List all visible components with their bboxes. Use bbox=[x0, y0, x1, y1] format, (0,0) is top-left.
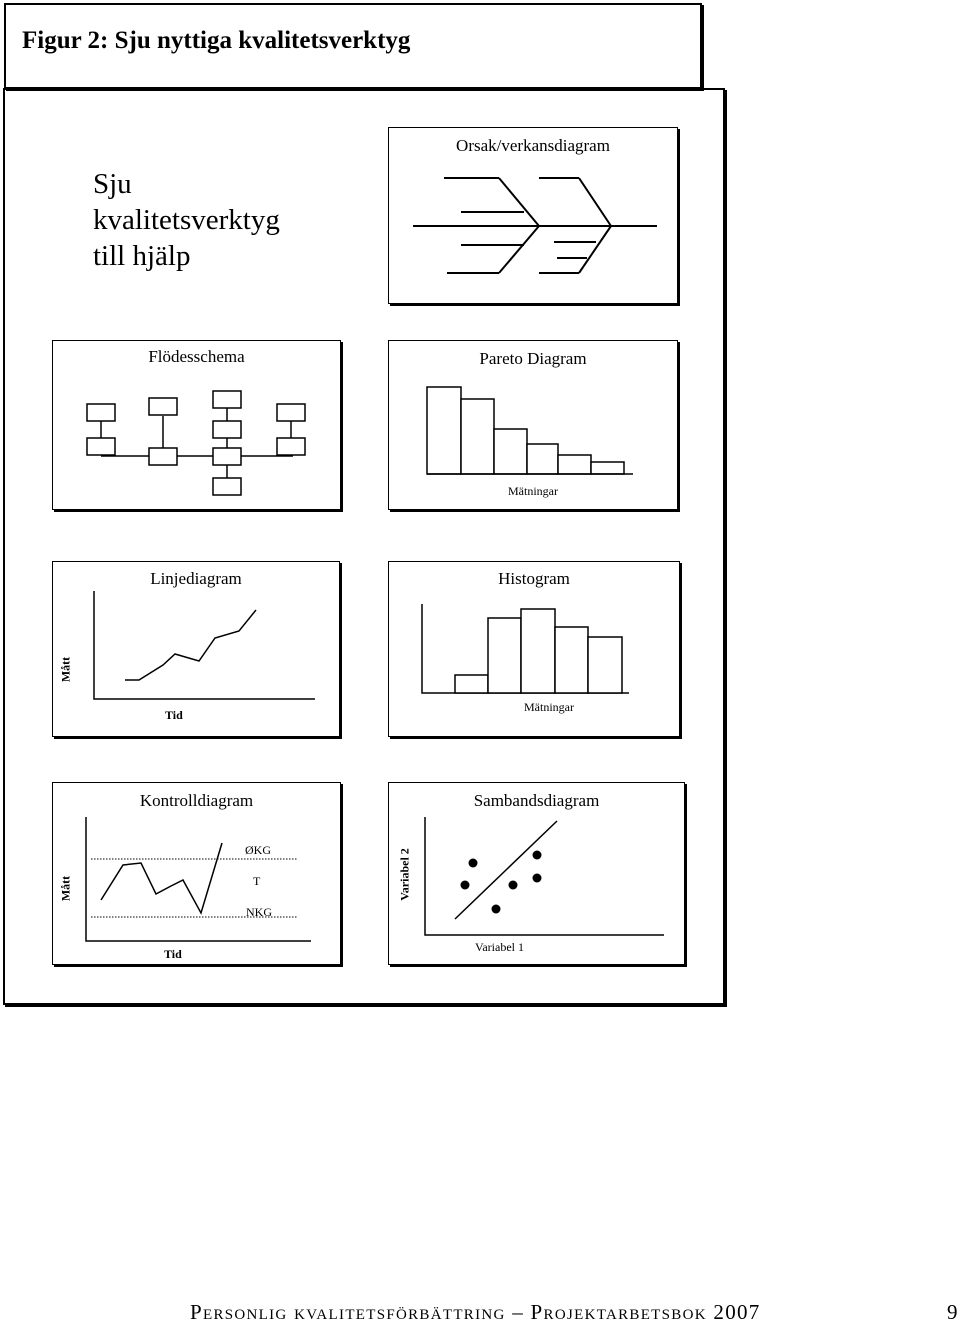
scatter-point bbox=[469, 859, 478, 868]
control-chart-xlabel: Tid bbox=[164, 947, 182, 961]
histogram-bar bbox=[488, 618, 521, 693]
scatter-chart bbox=[389, 783, 684, 964]
scatter-point bbox=[492, 905, 501, 914]
pareto-bar bbox=[527, 444, 558, 474]
intro-line-1: Sju bbox=[93, 168, 132, 200]
line-chart-title: Linjediagram bbox=[150, 569, 242, 588]
scatter-panel bbox=[388, 782, 685, 965]
scatter-title: Sambandsdiagram bbox=[473, 791, 600, 810]
scatter-trend-line bbox=[455, 821, 557, 919]
control-chart-panel bbox=[52, 782, 341, 965]
intro-text bbox=[93, 166, 280, 274]
intro-line-3: till hjälp bbox=[93, 240, 191, 272]
control-chart-axes bbox=[86, 817, 311, 941]
scatter-ylabel: Variabel 2 bbox=[397, 848, 412, 901]
scatter-point bbox=[533, 874, 542, 883]
line-chart-ylabel: Mått bbox=[58, 656, 73, 683]
page-number: 9 bbox=[947, 1300, 958, 1324]
control-chart-ylabel: Mått bbox=[58, 875, 73, 902]
cause-effect-title: Orsak/verkansdiagram bbox=[456, 136, 610, 155]
control-chart bbox=[53, 783, 340, 964]
pareto-title: Pareto Diagram bbox=[479, 349, 587, 368]
line-chart bbox=[53, 562, 339, 736]
fishbone-diagram bbox=[389, 128, 677, 303]
control-chart-title: Kontrolldiagram bbox=[139, 791, 254, 810]
lcl-label: NKG bbox=[246, 905, 272, 919]
histogram-xlabel: Mätningar bbox=[524, 700, 574, 714]
cause-effect-panel bbox=[388, 127, 678, 304]
ucl-label: ØKG bbox=[245, 843, 271, 857]
pareto-bar bbox=[558, 455, 591, 474]
scatter-axes bbox=[425, 817, 664, 935]
figure-title: Figur 2: Sju nyttiga kvalitetsverktyg bbox=[22, 27, 411, 54]
scatter-point bbox=[533, 851, 542, 860]
histogram-title: Histogram bbox=[498, 569, 570, 588]
flowchart-diagram bbox=[53, 341, 340, 509]
scatter-point bbox=[461, 881, 470, 890]
histogram-bar bbox=[455, 675, 488, 693]
flowchart-panel bbox=[52, 340, 341, 510]
target-label: T bbox=[253, 874, 261, 888]
histogram-bar bbox=[521, 609, 555, 693]
pareto-bar bbox=[461, 399, 494, 474]
control-chart-series bbox=[101, 843, 222, 913]
flowchart-title: Flödesschema bbox=[148, 347, 245, 366]
line-chart-series bbox=[125, 610, 256, 680]
pareto-panel bbox=[388, 340, 678, 510]
pareto-bar bbox=[591, 462, 624, 474]
scatter-xlabel: Variabel 1 bbox=[475, 940, 524, 954]
footer-text: Personlig kvalitetsförbättring – Projektarbetsbok 2007 bbox=[190, 1300, 761, 1324]
scatter-point bbox=[509, 881, 518, 890]
pareto-bar bbox=[427, 387, 461, 474]
histogram-bar bbox=[555, 627, 588, 693]
pareto-xlabel: Mätningar bbox=[508, 484, 558, 498]
histogram-panel bbox=[388, 561, 680, 737]
line-chart-axes bbox=[94, 591, 315, 699]
intro-line-2: kvalitetsverktyg bbox=[93, 204, 280, 236]
pareto-bar bbox=[494, 429, 527, 474]
line-chart-panel bbox=[52, 561, 340, 737]
line-chart-xlabel: Tid bbox=[165, 708, 183, 722]
histogram-bar bbox=[588, 637, 622, 693]
